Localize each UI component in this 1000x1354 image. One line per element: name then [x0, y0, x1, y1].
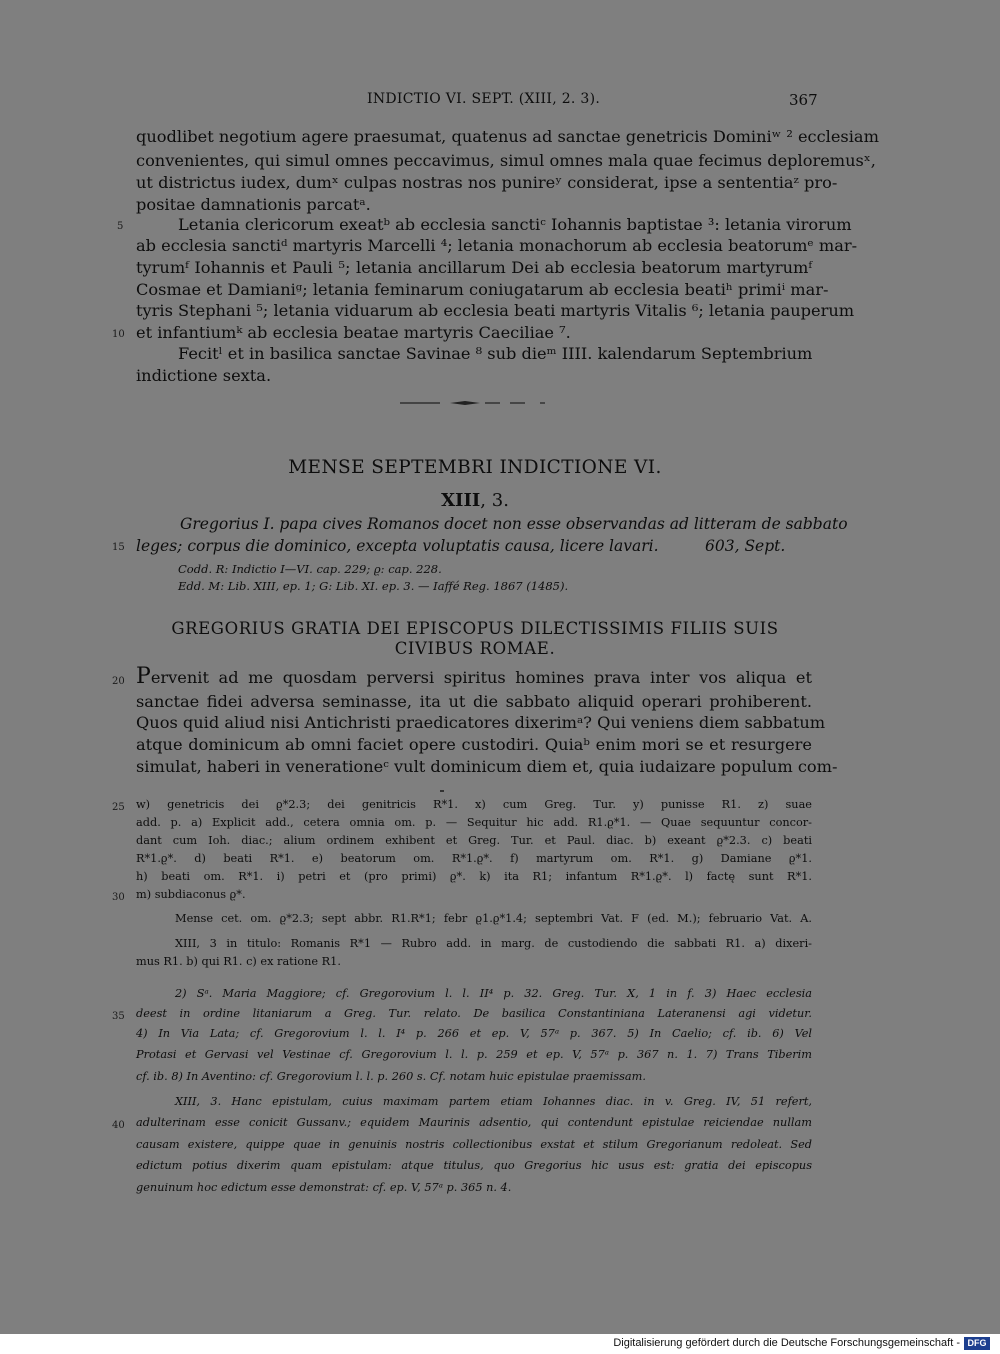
dfg-logo: DFG [964, 1337, 990, 1350]
page-number: 367 [789, 91, 818, 109]
letter-line: atque dominicum ab omni faciet opere custodiri. Quiaᵇ enim mori se et resurgere [136, 735, 812, 754]
text-line: positae damnationis parcatᵃ. [136, 195, 371, 214]
text-line: ut districtus iudex, dumˣ culpas nostras nos punireʸ considerat, ipse a sententiaᶻ pro- [136, 173, 838, 192]
regest-line: leges; corpus die dominico, excepta voluptatis causa, licere lavari. [136, 537, 659, 555]
footer-bar [0, 1334, 1000, 1354]
letter-heading: GREGORIUS GRATIA DEI EPISCOPUS DILECTISSIMIS FILIIS SUIS [171, 619, 779, 638]
text-line: ab ecclesia sanctiᵈ martyris Marcelli ⁴; letania monachorum ab ecclesia beatorumᵉ mar- [136, 236, 858, 255]
text-line: indictione sexta. [136, 366, 272, 385]
apparatus-line: R*1.ϱ*. d) beati R*1. e) beatorum om. R*1.ϱ*. f) martyrum om. R*1. g) Damiane ϱ*1. [136, 852, 812, 865]
initial-letter: P [136, 664, 151, 689]
text-line: convenientes, qui simul omnes peccavimus, simul omnes mala quae fecimus deploremusˣ, [136, 151, 876, 170]
commentary-line: adulterinam esse conicit Gussanv.; equidem Maurinis adsentio, qui contendunt epistulae reiciendae nullam [136, 1116, 812, 1129]
line-number: 30 [112, 892, 125, 903]
note-line: 4) In Via Lata; cf. Gregorovium l. l. I⁴ p. 266 et ep. V, 57ᵃ p. 367. 5) In Caelio; cf. ib. 6) Vel [136, 1027, 812, 1040]
text-line: Fecitˡ et in basilica sanctae Savinae ⁸ sub dieᵐ IIII. kalendarum Septembrium [178, 344, 813, 363]
note-line: Protasi et Gervasi vel Vestinae cf. Gregorovium l. l. p. 259 et ep. V, 57ᵃ p. 367 n. 1. 7) Trans Tiberim [136, 1048, 812, 1061]
codices-line: Codd. R: Indictio I—VI. cap. 229; ϱ: cap. 228. [178, 562, 442, 576]
text-line: et infantiumᵏ ab ecclesia beatae martyris Caeciliae ⁷. [136, 323, 571, 342]
section-divider-ornament [400, 400, 550, 406]
apparatus-line: h) beati om. R*1. i) petri et (pro primi) ϱ*. k) ita R1; infantum R*1.ϱ*. l) factę sunt R*1. [136, 870, 812, 883]
text-line: Cosmae et Damianiᵍ; letania feminarum coniugatarum ab ecclesia beatiʰ primiⁱ mar- [136, 280, 829, 299]
commentary-line: causam existere, quippe quae in genuinis nostris collectionibus exstat et stilum Gregorianum redoleat. Sed [136, 1138, 812, 1151]
text-line: Letania clericorum exeatᵇ ab ecclesia sanctiᶜ Iohannis baptistae ³: letania virorum [178, 215, 852, 234]
text-line: quodlibet negotium agere praesumat, quatenus ad sanctae genetricis Dominiʷ ² ecclesiam [136, 127, 879, 146]
editions-line: Edd. M: Lib. XIII, ep. 1; G: Lib. XI. ep. 3. — Iaffé Reg. 1867 (1485). [178, 579, 569, 593]
commentary-line: XIII, 3. Hanc epistulam, cuius maximam partem etiam Iohannes diac. in v. Greg. IV, 51 refert, [175, 1095, 812, 1108]
commentary-line: edictum potius dixerim quam epistulam: atque titulus, quo Gregorius hic usus est: gratia dei episcopus [136, 1159, 812, 1172]
section-title: MENSE SEPTEMBRI INDICTIONE VI. [288, 457, 662, 478]
regest-line: Gregorius I. papa cives Romanos docet non esse observandas ad litteram de sabbato [180, 515, 848, 533]
text-mark [440, 790, 444, 792]
note-line: deest in ordine litaniarum a Greg. Tur. relato. De basilica Constantiniana Lateranensi agi videtur. [136, 1007, 812, 1020]
note-line: 2) Sᵃ. Maria Maggiore; cf. Gregorovium l. l. II⁴ p. 32. Greg. Tur. X, 1 in f. 3) Haec ecclesia [175, 987, 812, 1000]
apparatus-line: w) genetricis dei ϱ*2.3; dei genitricis R*1. x) cum Greg. Tur. y) punisse R1. z) suae [136, 798, 812, 811]
line-number: 40 [112, 1120, 125, 1131]
letter-line: Quos quid aliud nisi Antichristi praedicatores dixerimᵃ? Qui veniens diem sabbatum [136, 713, 826, 732]
letter-line: sanctae fidei adversa seminasse, ita ut die sabbato aliquid operari prohiberent. [136, 692, 812, 711]
document-number-arabic: , 3. [480, 490, 509, 511]
apparatus-line: mus R1. b) qui R1. c) ex ratione R1. [136, 955, 341, 968]
apparatus-line: Mense cet. om. ϱ*2.3; sept abbr. R1.R*1; febr ϱ1.ϱ*1.4; septembri Vat. F (ed. M.); februario Vat. A. [175, 912, 812, 925]
apparatus-line: add. p. a) Explicit add., cetera omnia om. p. — Sequitur hic add. R1.ϱ*1. — Quae sequuntur concor- [136, 816, 812, 829]
line-number: 15 [112, 542, 125, 553]
letter-heading: CIVIBUS ROMAE. [394, 639, 556, 658]
commentary-line: genuinum hoc edictum esse demonstrat: cf. ep. V, 57ᵃ p. 365 n. 4. [136, 1181, 512, 1194]
note-line: cf. ib. 8) In Aventino: cf. Gregorovium l. l. p. 260 s. Cf. notam huic epistulae praemissam. [136, 1070, 646, 1083]
running-head-title: INDICTIO VI. SEPT. (XIII, 2. 3). [367, 91, 601, 107]
document-number-roman: XIII [441, 490, 481, 511]
document-number [0, 490, 950, 511]
text-line: tyrumᶠ Iohannis et Pauli ⁵; letania ancillarum Dei ab ecclesia beatorum martyrumᶠ [136, 258, 812, 277]
line-number: 35 [112, 1011, 125, 1022]
line-number: 20 [112, 676, 125, 687]
letter-line: simulat, haberi in venerationeᶜ vult dominicum diem et, quia iudaizare populum com- [136, 757, 838, 776]
line-number: 5 [117, 221, 124, 232]
funding-notice: Digitalisierung gefördert durch die Deutsche Forschungsgemeinschaft - [613, 1337, 960, 1349]
line-number: 10 [112, 329, 125, 340]
apparatus-line: dant cum Ioh. diac.; alium ordinem exhibent et Greg. Tur. et Paul. diac. b) exeant ϱ*2.3. c) beati [136, 834, 812, 847]
line-number: 25 [112, 802, 125, 813]
apparatus-line: XIII, 3 in titulo: Romanis R*1 — Rubro add. in marg. de custodiendo die sabbati R1. a) dixeri- [175, 937, 812, 950]
letter-line-text: ervenit ad me quosdam perversi spiritus homines prava inter vos aliqua et [150, 668, 812, 687]
regest-date: 603, Sept. [705, 537, 786, 555]
text-line: tyris Stephani ⁵; letania viduarum ab ecclesia beati martyris Vitalis ⁶; letania pauperum [136, 301, 855, 320]
apparatus-line: m) subdiaconus ϱ*. [136, 888, 246, 901]
letter-line [136, 664, 812, 689]
